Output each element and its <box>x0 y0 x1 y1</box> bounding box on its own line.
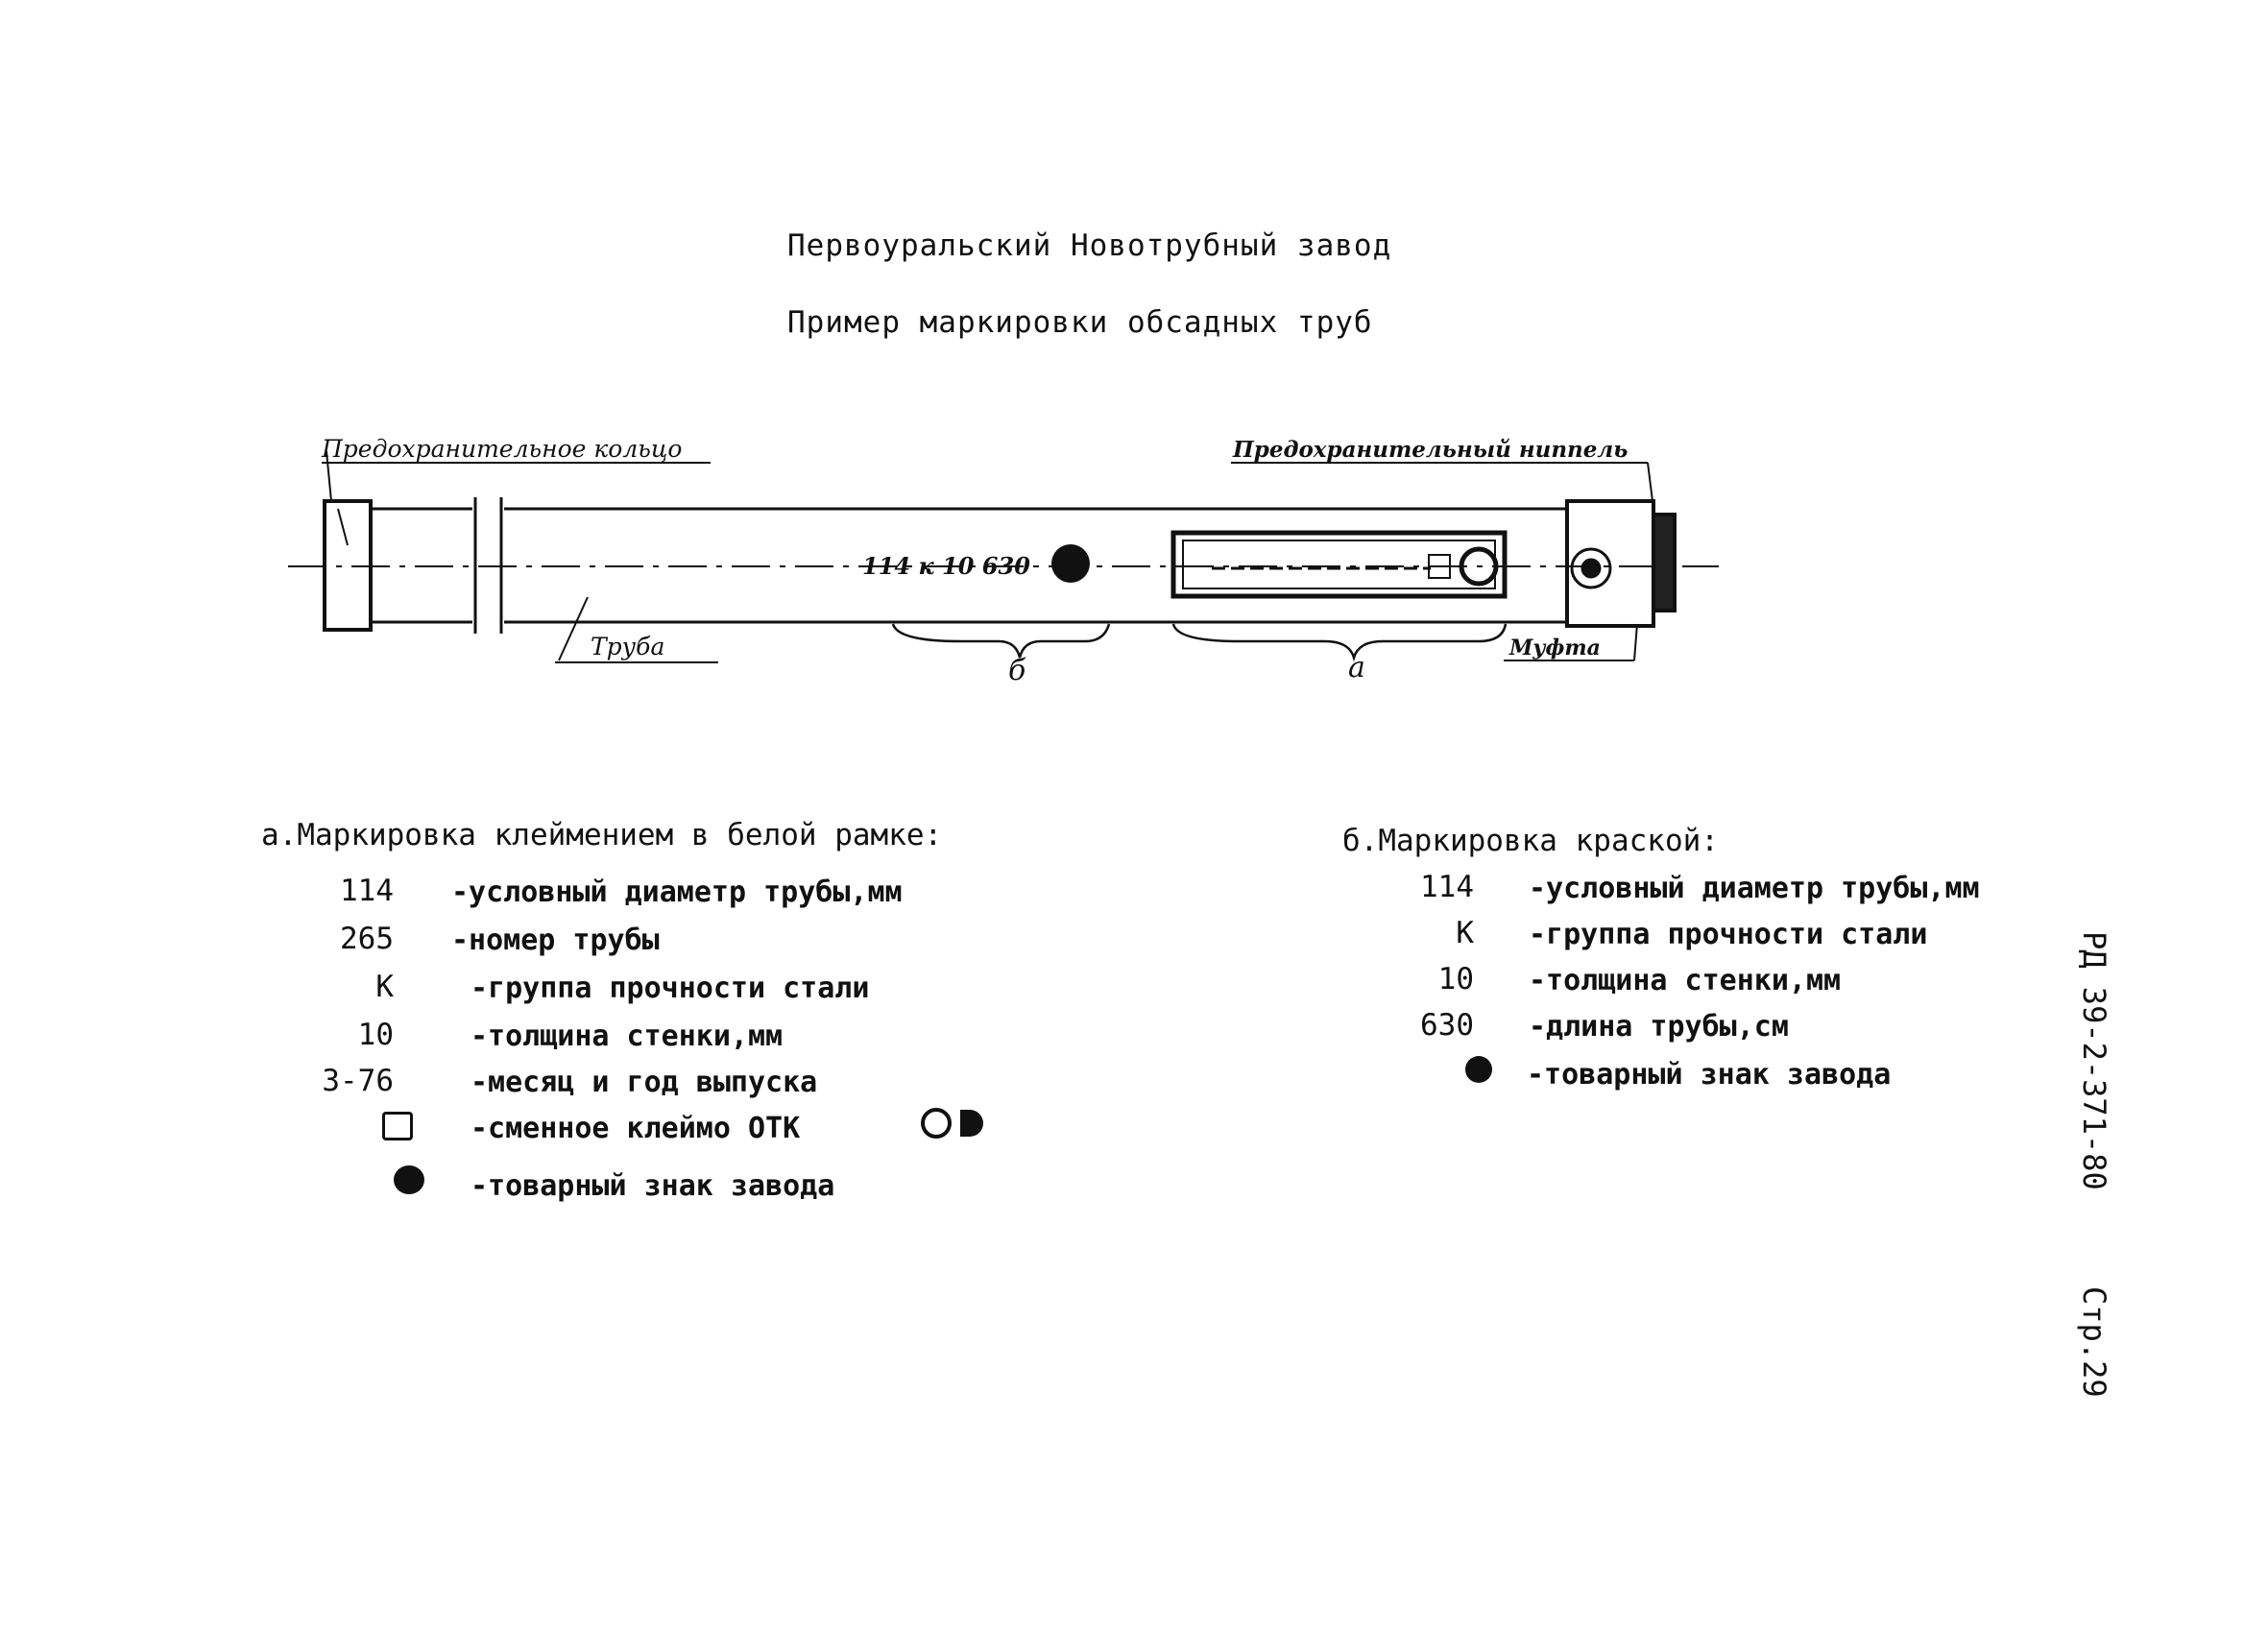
section-a-heading: а.Маркировка клеймением в белой рамке: <box>261 818 943 852</box>
stamp-frame-shape <box>1173 533 1505 596</box>
list-item-desc: -товарный знак завода <box>1527 1058 1892 1092</box>
trademark-icon <box>1465 1056 1492 1083</box>
list-item-code: 114 <box>1420 870 1474 904</box>
paint-marking-text: 114 к 10 630 <box>862 552 1030 580</box>
list-item-code: 265 <box>340 922 394 956</box>
list-item-code: К <box>375 970 394 1004</box>
list-item-code: К <box>1456 916 1474 950</box>
trademark-icon <box>394 1165 424 1194</box>
list-item-desc: -номер трубы <box>451 924 660 957</box>
label-pipe: Труба <box>591 633 665 660</box>
page-title: Первоуральский Новотрубный завод <box>787 228 1392 263</box>
list-item-desc: -длина трубы,см <box>1529 1010 1789 1044</box>
list-item-desc: -условный диаметр трубы,мм <box>1529 872 1980 905</box>
square-stamp-icon <box>382 1112 413 1140</box>
page-subtitle: Пример маркировки обсадных труб <box>787 305 1373 340</box>
document-number: РД 39-2-371-80 <box>2076 931 2112 1190</box>
list-item-desc: -месяц и год выпуска <box>470 1066 818 1099</box>
list-item-code: 3-76 <box>322 1064 394 1098</box>
list-item-desc: -сменное клеймо ОТК <box>470 1112 801 1145</box>
dim-label-a: а <box>1348 651 1365 684</box>
dim-brace-a <box>1173 624 1506 658</box>
list-item-desc: -группа прочности стали <box>1529 918 1928 951</box>
list-item-desc: -условный диаметр трубы,мм <box>451 876 903 909</box>
list-item-code: 114 <box>340 874 394 908</box>
trademark-dot <box>1051 544 1090 583</box>
dim-brace-b <box>893 624 1109 658</box>
list-item-code: 10 <box>357 1018 394 1052</box>
label-safety-nipple: Предохранительный ниппель <box>1233 437 1629 463</box>
list-item-desc: -толщина стенки,мм <box>470 1020 784 1053</box>
list-item-desc: -товарный знак завода <box>470 1169 835 1203</box>
label-coupling: Муфта <box>1509 636 1601 660</box>
list-item-code: 10 <box>1437 962 1474 996</box>
safety-nipple-shape <box>1653 515 1675 611</box>
list-item-code: 630 <box>1420 1008 1474 1043</box>
section-b-heading: б.Маркировка краской: <box>1342 824 1719 858</box>
label-safety-ring: Предохранительное кольцо <box>322 435 683 463</box>
page-number: Стр.29 <box>2076 1286 2112 1398</box>
list-item-desc: -толщина стенки,мм <box>1529 964 1842 997</box>
dim-label-b: б <box>1008 654 1026 687</box>
list-item-desc: -группа прочности стали <box>470 972 870 1005</box>
